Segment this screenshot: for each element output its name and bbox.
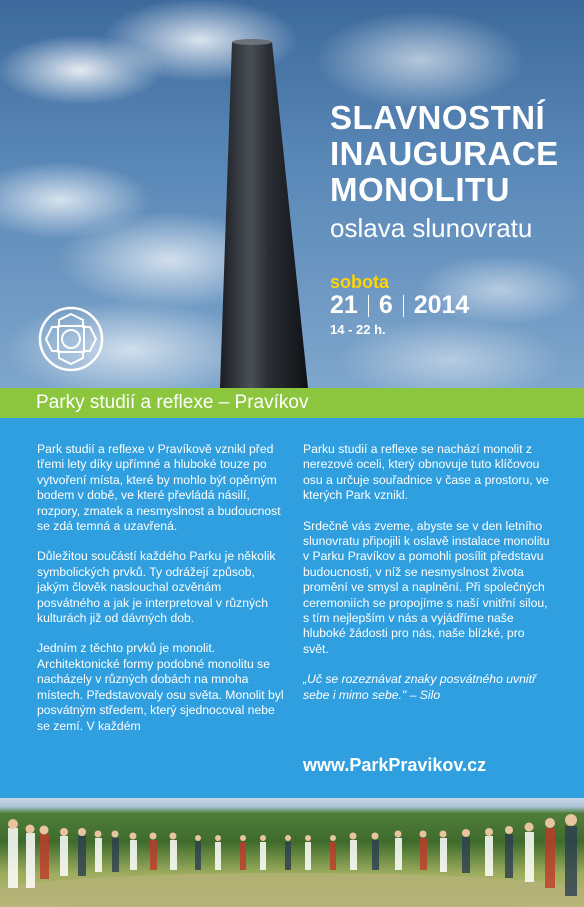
date-day: 21 — [330, 291, 358, 319]
event-subtitle: oslava slunovratu — [330, 213, 533, 243]
event-title — [330, 100, 559, 208]
paragraph: Důležitou součástí každého Parku je několik symbolických prvků. Ty odrážejí způsob, jakým člověk naslouchal ozvěnám posvátného a jak je interpretoval v různých kulturách již od dávných dob. — [37, 549, 276, 626]
title-line: SLAVNOSTNÍ — [330, 99, 546, 136]
quote: „Uč se rozeznávat znaky posvátného uvnitř sebe i mimo sebe." – Silo — [303, 672, 537, 702]
left-column — [37, 442, 287, 749]
date-separator — [403, 295, 404, 317]
event-date — [330, 291, 469, 320]
park-seal-icon — [38, 306, 104, 372]
event-day: sobota — [330, 272, 390, 292]
group-photo — [0, 798, 584, 907]
website-link[interactable]: www.ParkPravikov.cz — [303, 755, 487, 775]
date-year: 2014 — [413, 291, 470, 319]
date-separator — [368, 295, 369, 317]
date-month: 6 — [378, 291, 393, 319]
paragraph: Jedním z těchto prvků je monolit. Architektonické formy podobné monolitu se nacházely v různých dobách na mnoha místech. Představovaly osu světa. Monolit byl posvátným středem, který sjednocoval nebe se zemí. V každém — [37, 641, 284, 733]
band-heading: Parky studií a reflexe – Pravíkov — [36, 392, 309, 413]
event-time: 14 - 22 h. — [330, 322, 386, 337]
paragraph: Park studií a reflexe v Pravíkově vznikl před třemi lety díky upřímné a hluboké touze po vytvoření místa, které by mohlo být opěrným bodem v době, ve které převládá násilí, rozpory, zmatek a nesmyslnost a budoucnost se zdá temná a uzavřená. — [37, 442, 281, 534]
hero-image — [0, 0, 584, 388]
right-column — [303, 442, 553, 718]
info-block — [0, 418, 584, 798]
paragraph: Srdečně vás zveme, abyste se v den letního slunovratu připojili k oslavě instalace monolitu v Parku Pravíkov a pomohli posílit představu budoucnosti, v níž se nesmyslnost života promění ve smysl a naplnění. Při společných ceremoniích se propojíme s naší vnitřní silou, s tím nejlepším v nás a vyjádříme naše hluboké žádosti pro nás, naše blízké, pro svět. — [303, 518, 550, 656]
paragraph: Parku studií a reflexe se nachází monolit z nerezové oceli, který obnovuje tuto klíčovou osu a určuje souřadnice v čase a prostoru, ve kterých Park vznikl. — [303, 442, 549, 503]
crowd-illustration — [0, 798, 584, 907]
title-line: MONOLITU — [330, 171, 510, 208]
title-line: INAUGURACE — [330, 135, 559, 172]
section-band — [0, 388, 584, 418]
